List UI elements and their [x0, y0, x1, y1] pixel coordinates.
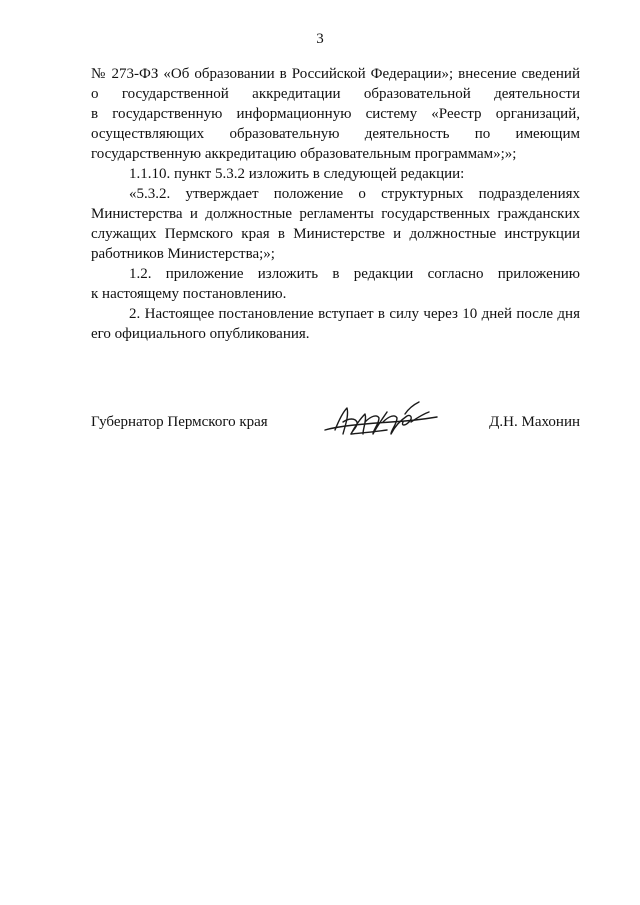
body-line: 2. Настоящее постановление вступает в силу через 10 дней после дня [129, 306, 580, 322]
body-line: в государственную информационную систему «Реестр организаций, [91, 106, 580, 122]
signatory-position: Губернатор Пермского края [91, 414, 268, 430]
body-line: государственную аккредитацию образовательным программам»;»; [91, 146, 517, 162]
body-line: осуществляющих образовательную деятельность по имеющим [91, 126, 580, 142]
body-line: работников Министерства;»; [91, 246, 275, 262]
signature-block [91, 410, 580, 450]
handwritten-signature [321, 400, 441, 442]
body-line: «5.3.2. утверждает положение о структурных подразделениях [129, 186, 580, 202]
page-number: 3 [316, 31, 324, 47]
signatory-name: Д.Н. Махонин [489, 414, 580, 430]
body-line: его официального опубликования. [91, 326, 310, 342]
body-line: к настоящему постановлению. [91, 286, 287, 302]
body-line: Министерства и должностные регламенты государственных гражданских [91, 206, 580, 222]
body-line: о государственной аккредитации образовательной деятельности [91, 86, 580, 102]
body-line: служащих Пермского края в Министерстве и должностные инструкции [91, 226, 580, 242]
body-line: № 273-ФЗ «Об образовании в Российской Федерации»; внесение сведений [91, 66, 580, 82]
body-line: 1.2. приложение изложить в редакции согласно приложению [129, 266, 580, 282]
document-body [91, 64, 580, 344]
body-line: 1.1.10. пункт 5.3.2 изложить в следующей редакции: [129, 166, 465, 182]
